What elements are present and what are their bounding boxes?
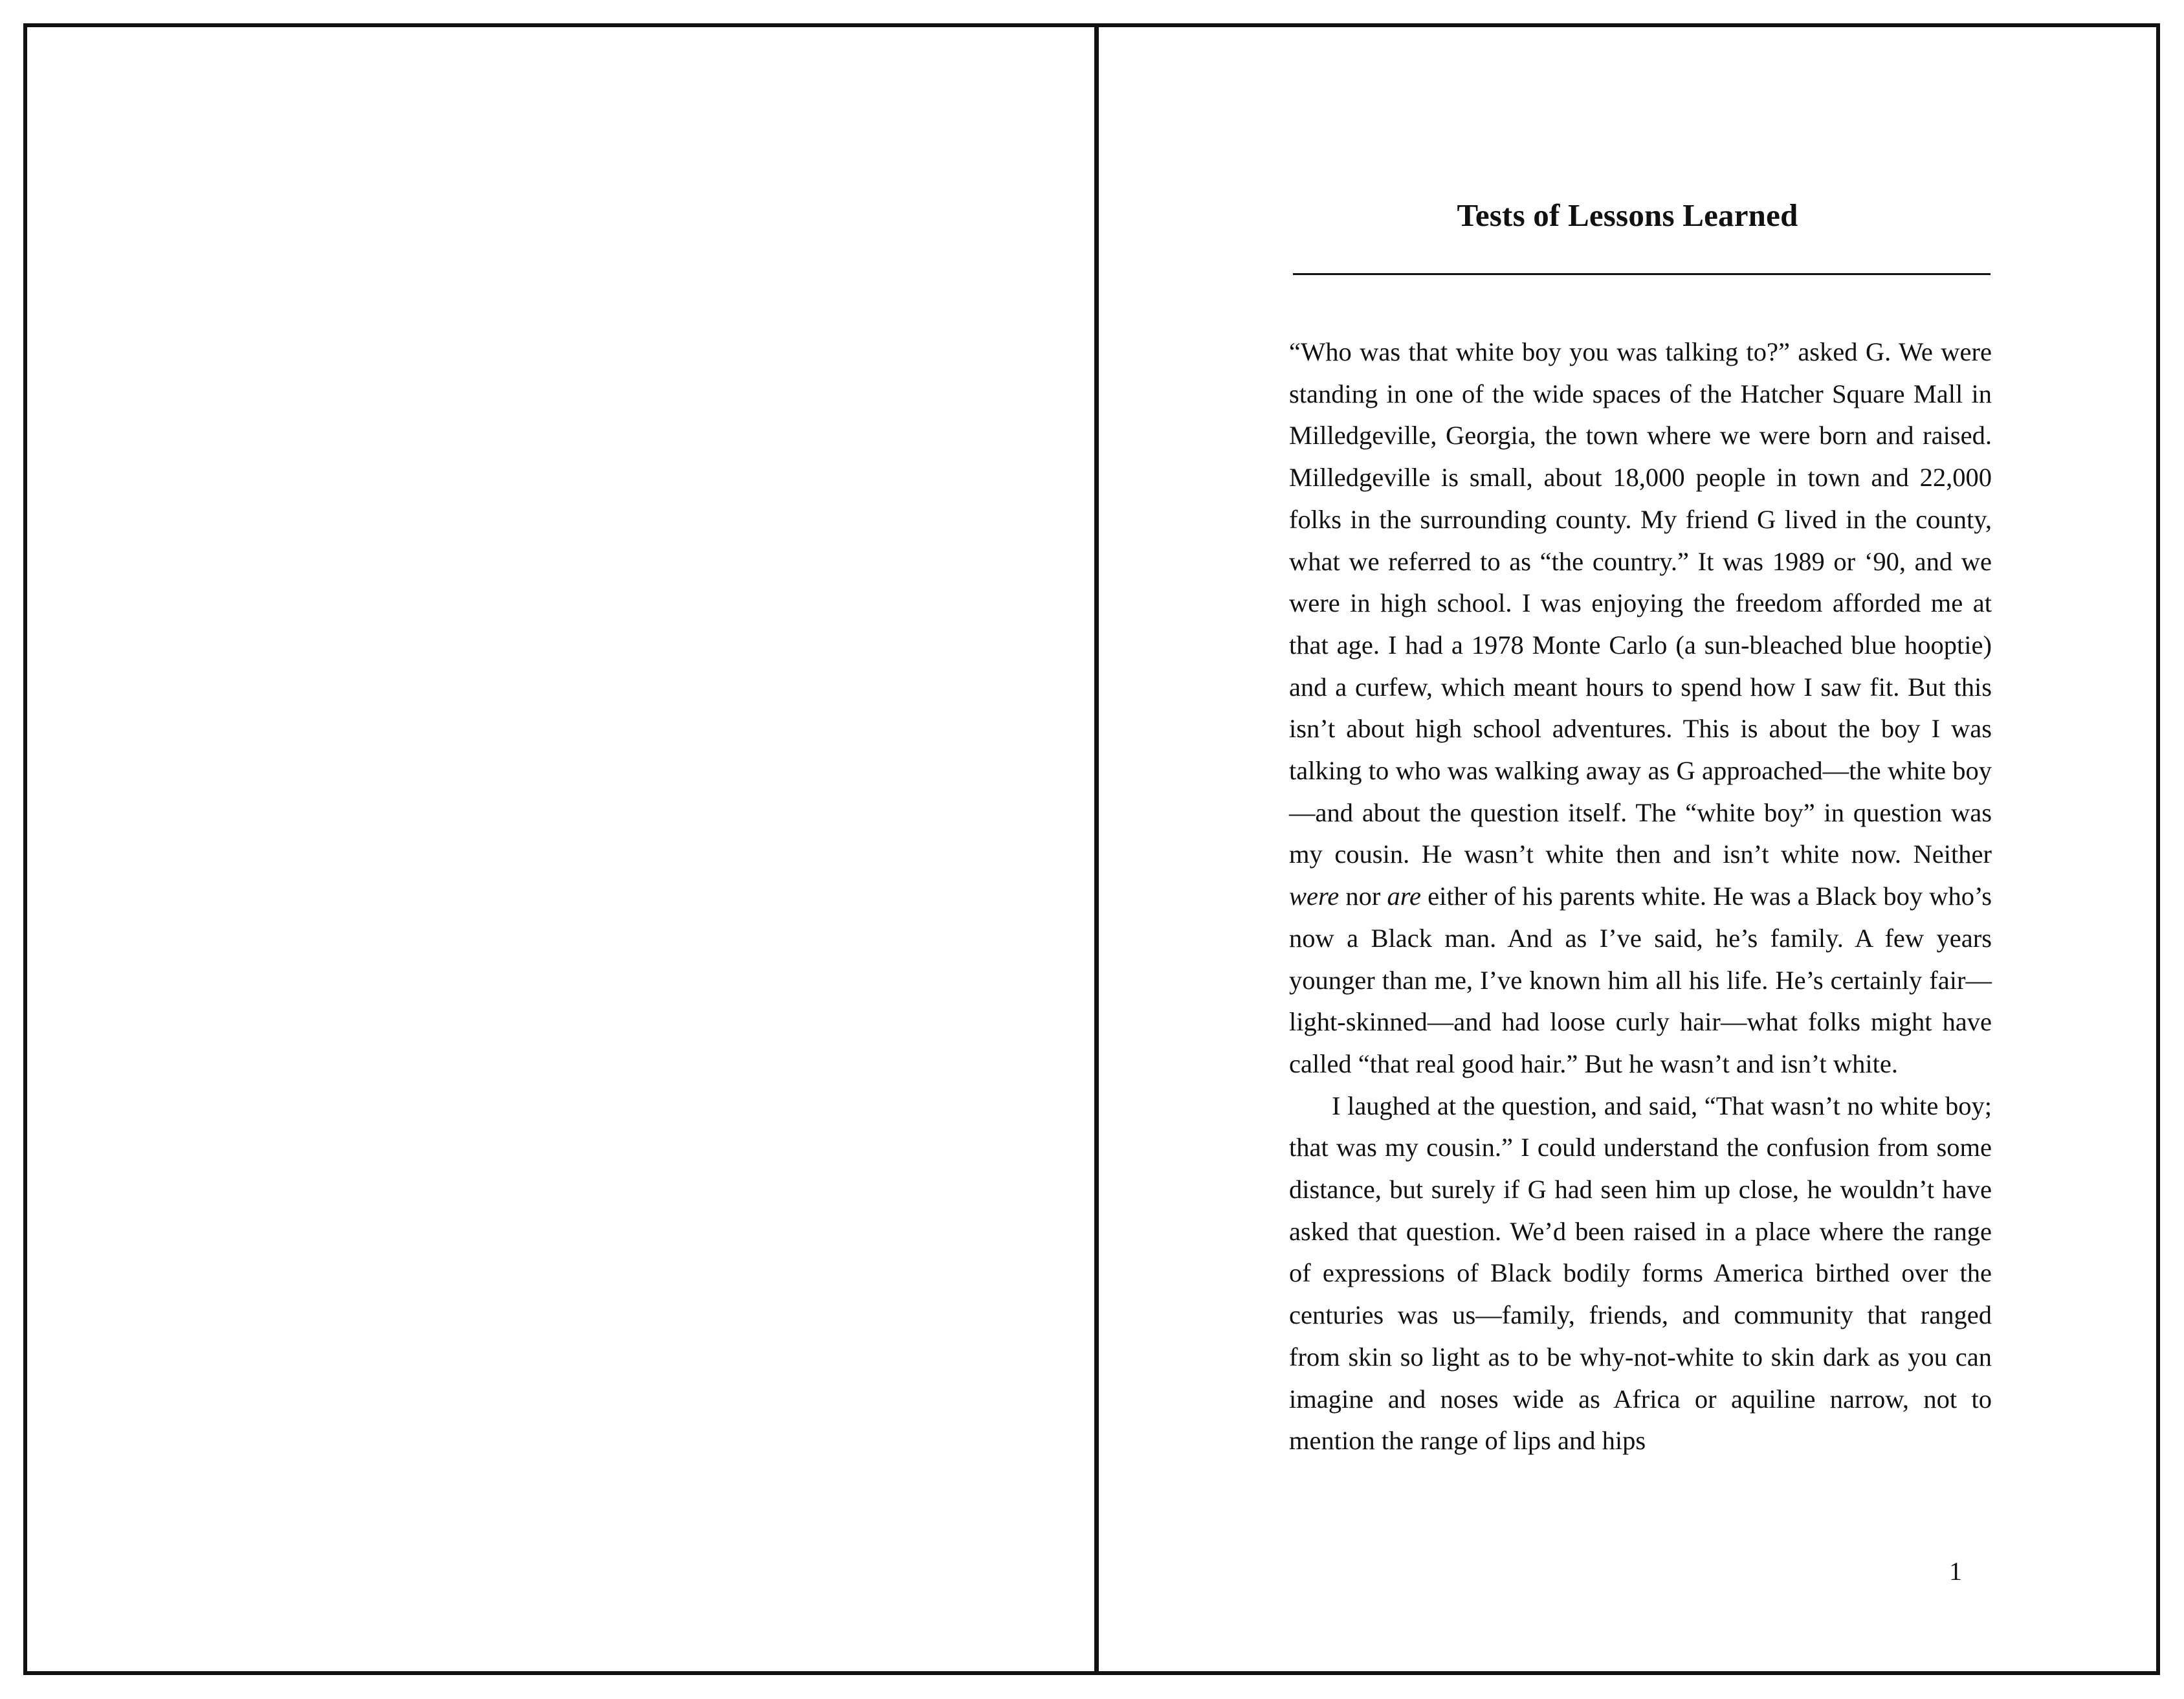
right-page [1099, 27, 2156, 1671]
book-spread [23, 23, 2160, 1675]
text-run: “Who was that white boy you was talking to?” asked G. We were standing in one of the wide spaces of the Hatcher Square Mall in Milledgeville, Georgia, the town where we were born and raised. Milledgeville is small, about 18,000 people in town and 22,000 folks in the surrounding county. My friend G lived in the county, what we referred to as “the country.” It was 1989 or ‘90, and we were in high school. I was enjoying the freedom afforded me at that age. I had a 1978 Monte Carlo (a sun-bleached blue hooptie) and a curfew, which meant hours to spend how I saw fit. But this isn’t about high school adventures. This is about the boy I was talking to who was walking away as G approached—the white boy—and about the question itself. The “white boy” in question was my cousin. He wasn’t white then and isn’t white now. Neither [1289, 337, 1992, 869]
paragraph-2 [1289, 1085, 1992, 1462]
chapter-title: Tests of Lessons Learned [1457, 197, 1798, 233]
page-number: 1 [1949, 1557, 1962, 1586]
text-run: I laughed at the question, and said, “That wasn’t no white boy; that was my cousin.” I could understand the confusion from some distance, but surely if G had seen him up close, he wouldn’t have asked that question. We’d been raised in a place where the range of expressions of Black bodily forms America birthed over the centuries was us—family, friends, and community that ranged from skin so light as to be why-not-white to skin dark as you can imagine and noses wide as Africa or aquiline narrow, not to mention the range of lips and hips [1289, 1091, 1992, 1456]
text-run: nor [1339, 882, 1387, 911]
italic-text: are [1387, 882, 1421, 911]
paragraph-1 [1289, 331, 1992, 1085]
text-run: either of his parents white. He was a Black boy who’s now a Black man. And as I’ve said, he’s family. A few years younger than me, I’ve known him all his life. He’s certainly fair—light-skinned—and had loose curly hair—what folks might have called “that real good hair.” But he wasn’t and isn’t white. [1289, 882, 1992, 1078]
italic-text: were [1289, 882, 1340, 911]
body-text [1289, 331, 1992, 1462]
title-divider [1293, 273, 1991, 275]
left-page [27, 27, 1099, 1671]
